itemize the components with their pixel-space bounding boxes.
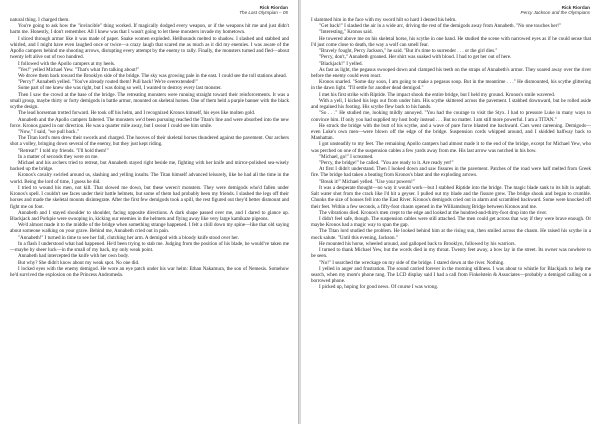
paragraph: Then I saw the crowd at the base of the bridge. The retreating monsters were running straight toward their reinforcements. It was a small group, maybe thirty or forty demigods in battle armor, mounted on skeletal horses. One of them held a purple banner with the black scythe design.: [10, 91, 289, 111]
paragraph: I locked eyes with the enemy demigod. He wore an eye patch under his war helm: Ethan Nakamura, the son of Nemesis. Somehow he'd survived the explosion on the Princess Andromeda.: [10, 265, 289, 278]
paragraph: "Now," I said, "we pull back.": [18, 128, 79, 135]
paragraph: It was a desperate thought—no way it would work—but I stabbed Riptide into the bridge. The magic blade sank to its hilt in asphalt. Salt water shot from the crack like I'd hit a geyser. I pulled out my blade and the fissure grew. The bridge shook and began to crumble. Chunks the size of houses fell into the East River. Kronos's demigods cried out in alarm and scrambled backward. Some were knocked off their feet. Within a few seconds, a fifty-foot chasm opened in the Williamsburg Bridge between Kronos and me.: [311, 184, 591, 210]
paragraph: Annabeth and I stayed shoulder to shoulder, facing opposite directions. A dark shape passed over me, and I dared to glance up. Blackjack and Porkpie were swooping in, kicking our enemies in the helmets and flying away like very large kamikaze pigeons.: [10, 209, 289, 222]
paragraph: He mounted his horse, wheeled around, and galloped back to Brooklyn, followed by his warriors.: [319, 240, 516, 247]
paragraph: I followed with the Apollo campers at my heels.: [18, 60, 116, 67]
paragraph: He towered above me on his skeletal horse, his scythe in one hand. He studied the scene with narrowed eyes as if he could sense that I'd just come close to death, the way a wolf can smell fear.: [311, 35, 591, 48]
paragraph: "Michael, go!" I screamed.: [319, 153, 374, 160]
paragraph: As fast as light, the pegasus swooped down and clamped his teeth on the straps of Annabeth's armor. They soared away over the river before the enemy could even react.: [311, 66, 591, 79]
left-page: [0, 0, 299, 424]
paragraph: "Percy, don't," Annabeth groaned. Her shirt was soaked with blood. I had to get her out of here.: [319, 54, 512, 61]
right-page-body: [311, 17, 591, 420]
paragraph: "Yes!" yelled Michael Yew. "That's what I'm talking about!": [18, 66, 140, 73]
paragraph: Annabeth had intercepted the knife with her own body.: [18, 253, 130, 260]
paragraph: "Interesting," Kronos said.: [319, 29, 373, 36]
paragraph: He struck the bridge with the butt of his scythe, and a wave of pure force blasted me backward. Cars went careening. Demigods—even Luke's own men—were blown off the edge of the bridge. Suspension cords whipped around, and I skidded halfway back to Manhattan.: [311, 122, 591, 142]
paragraph: Kronos's cavalry swirled around us, slashing and yelling insults. The Titan himself advanced leisurely, like he had all the time in the world. Being the lord of time, I guess he did.: [10, 172, 289, 185]
paragraph: "Blackjack!" I yelled.: [319, 60, 363, 67]
right-page-header: [521, 5, 590, 15]
paragraph: Some part of me knew she was right, but I was doing so well, I wanted to destroy every last monster.: [18, 85, 222, 92]
paragraph: "So . . ." He studied me, looking mildly annoyed. "You had the courage to visit the Styx. I had to pressure Luke in many ways to convince him. If only you had supplied my host body instead . . . But no matter. I am still more powerful. I am a TITAN.": [311, 110, 591, 123]
paragraph: The Titan lord's men drew their swords and charged. The hooves of their skeletal horses thundered against the pavement. Our archers shot a volley, bringing down several of the enemy, but they just kept riding.: [10, 135, 289, 148]
paragraph: In a flash I understood what had happened. He'd been trying to stab me. Judging from the position of his blade, he would've taken me—maybe by sheer luck—in the small of my back, my only weak point.: [10, 240, 289, 254]
right-header-title: Percy Jackson and the Olympians: [520, 10, 590, 16]
paragraph: "Retreat!" I told my friends. "I'll hold them!": [18, 147, 109, 154]
paragraph: I slammed him in the face with my sword hilt so hard I dented his helm.: [311, 17, 457, 23]
paragraph: "Break it!" Michael yelled. "Use your powers!": [319, 178, 415, 185]
paragraph: We'd almost made it to the middle of the bridge when something strange happened. I felt a chill down my spine—like that old saying about someone walking on your grave. Behind me, Annabeth cried out in pain.: [10, 222, 289, 235]
paragraph: You're going to ask how the "invincible" thing worked. If magically dodged every weapon, or if the weapons hit me and just didn't harm me. Honestly, I don't remember. All I knew was that I wasn't going to let these monsters invade my hometown.: [10, 23, 289, 36]
paragraph: I didn't feel safe, though. The suspension cables were still attached. The men could get across that way if they were brave enough. Or maybe Kronos had a magic way to span the gap.: [311, 216, 591, 229]
right-page: [301, 0, 600, 424]
paragraph: I picked up, hoping for good news. Of course I was wrong.: [319, 284, 439, 291]
paragraph: Kronos snarled. "Some day soon, I am going to make a pegasus soup. But in the meantime . . ." He dismounted, his scythe glittering in the dawn light. "I'll settle for another dead demigod.": [311, 79, 591, 92]
paragraph: We drove them back toward the Brooklyn side of the bridge. The sky was growing pale in the east. I could see the toll stations ahead.: [18, 72, 287, 79]
paragraph: I sliced through armor like it was made of paper. Snake women exploded. Hellhounds melted to shadow. I slashed and stabbed and whirled, and I might have even laughed once or twice—a crazy laugh that scared me as much as it did my enemies. I was aware of the Apollo campers behind me shooting arrows, disrupting every attempt by the enemy to rally. Finally, the monsters turned and fled—about twenty left alive out of two hundred.: [10, 35, 289, 61]
paragraph: In a matter of seconds they were on me.: [18, 153, 99, 160]
paragraph: At first I didn't understand. Then I looked down and saw fissures in the pavement. Patches of the road were half melted from Greek fire. The bridge had taken a beating from Kronos's blast and the exploding arrows.: [311, 166, 591, 179]
paragraph: "Percy!" Annabeth yelled. "You've already routed them! Pull back! We're overextended!": [18, 79, 198, 86]
paragraph: I tried to wound his men, not kill. That slowed me down, but these weren't monsters. They were demigods who'd fallen under Kronos's spell. I couldn't see faces under their battle helmets, but some of them had probably been my friends. I slashed the legs off their horses and made the skeletal mounts disintegrate. After the first few demigods took a spill, the rest figured out they'd better dismount and fight me on foot.: [10, 184, 289, 210]
right-header-author: Rick Riordan: [561, 5, 590, 10]
paragraph: I turned to thank Michael Yew, but the words died in my throat. Twenty feet away, a bow lay in the street. Its owner was nowhere to be seen.: [311, 247, 591, 260]
left-header-author: Rick Riordan: [259, 5, 288, 10]
paragraph: "Annabeth!" I turned in time to see her fall, clutching her arm. A demigod with a bloody knife stood over her.: [18, 234, 239, 241]
paragraph: The vibrations died. Kronos's men crept to the edge and looked at the hundred-and-thirty-foot drop into the river.: [319, 209, 548, 216]
paragraph: "Get back!" I slashed the air in a wide arc, driving the rest of the demigods away from Annabeth. "No one touches her!": [319, 23, 562, 30]
paragraph: Annabeth and the Apollo campers faltered. The monsters we'd been pursuing reached the Titan's line and were absorbed into the new force. Kronos gazed in our direction. He was a quarter mile away, but I swear I could see him smile.: [10, 116, 289, 129]
paragraph: I met his first strike with Riptide. The impact shook the entire bridge, but I held my ground. Kronos's smile wavered.: [319, 91, 556, 98]
paragraph: "Percy, the bridge!" he called. "You are ready to it. Are ready yet!": [319, 160, 454, 167]
paragraph: "Bravely fought, Percy Jackson," he said. "But it's time to surrender . . . or the girl dies.": [319, 48, 498, 55]
left-page-body: [10, 17, 289, 420]
paragraph: I yelled in anger and frustration. The sound carried forever in the morning stillness. I was about to whistle for Blackjack to help me search, when my mom's phone rang. The LCD display said I had a call from Finkelstein & Associates—probably a demigod calling on a borrowed phone.: [311, 265, 591, 285]
paragraph: Michael and his archers tried to retreat, but Annabeth stayed right beside me, fighting with her knife and mirror-polished sea-wisely backed up the bridge.: [10, 160, 289, 173]
left-header-title: The Last Olympian – 05: [239, 10, 288, 16]
paragraph: "No!" I searched the wreckage on my side of the bridge. I stared down at the river. Nothing.: [319, 259, 505, 266]
paragraph: I got unsteadily to my feet. The remaining Apollo campers had almost made it to the end of the bridge, except for Michael Yew, who was perched on one of the suspension cables a few yards away from me. His last arrow was notched in his bow.: [311, 141, 591, 154]
paragraph: The lead horseman trotted forward. He took off his helm, and I recognized Kronos himself, his eyes like molten gold.: [18, 110, 256, 117]
paragraph: With a yell, I kicked his legs out from under him. His scythe skittered across the pavement. I stabbed downward, but he rolled aside and regained his footing. His scythe flew back to his hands.: [311, 97, 591, 111]
paragraph: natural thing. I charged them.: [10, 17, 70, 23]
paragraph: The Titan lord studied the problem. He looked behind him at the rising sun, then smiled across the chasm. He raised his scythe in a mock salute. "Until this evening, Jackson.": [311, 228, 591, 241]
left-page-header: [239, 5, 288, 15]
paragraph: But why? She didn't know about my weak spot. No one did.: [18, 259, 140, 266]
